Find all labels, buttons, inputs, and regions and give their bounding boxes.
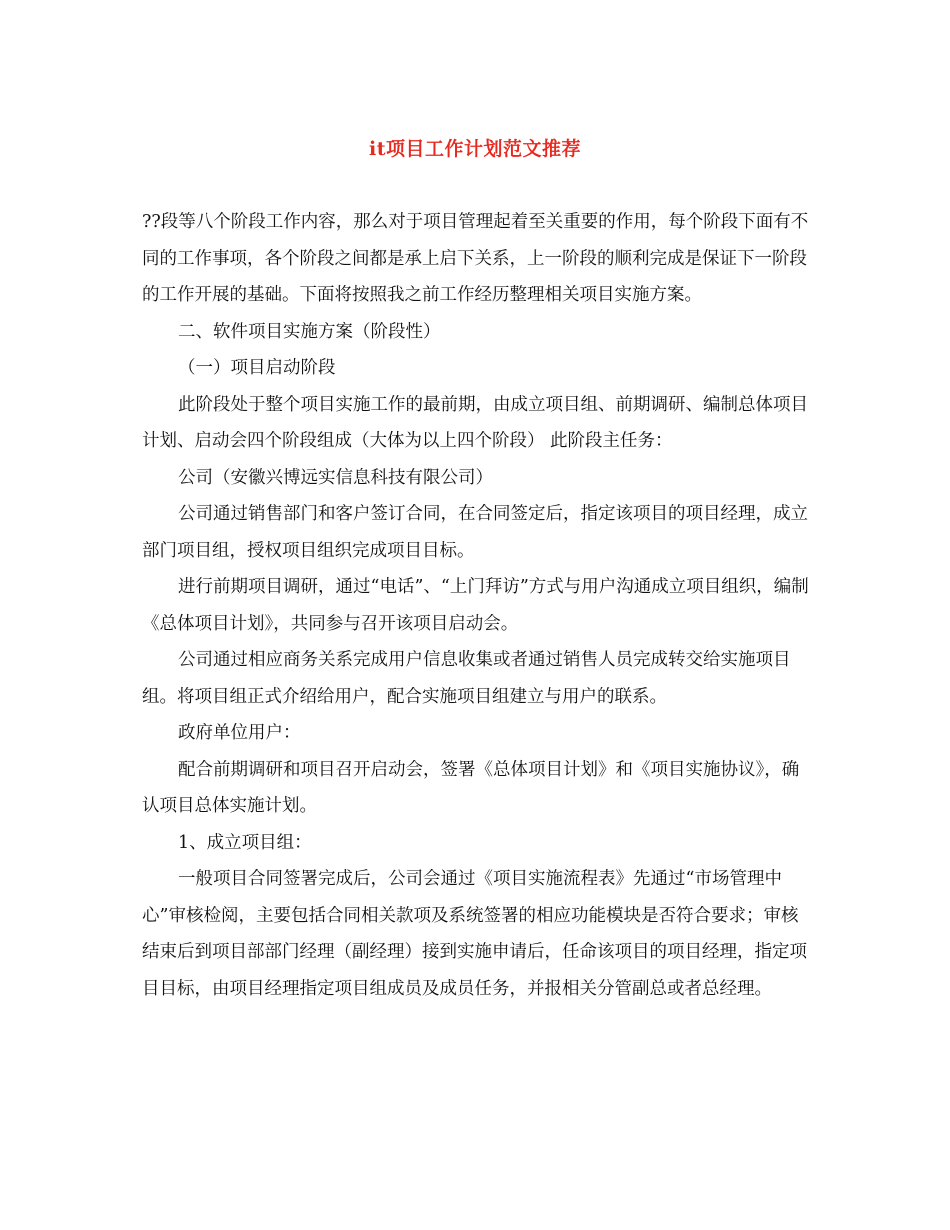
paragraph: 公司（安徽兴博远实信息科技有限公司） [178, 467, 493, 488]
paragraph: 进行前期项目调研，通过“电话”、“上门拜访”方式与用户沟通成立项目组织，编制《总体项目计划》，共同参与召开该项目启动会。 [142, 577, 809, 634]
paragraph: 配合前期调研和项目召开启动会，签署《总体项目计划》和《项目实施协议》，确认项目总体实施计划。 [142, 759, 800, 816]
document-title: it项目工作计划范文推荐 [369, 138, 581, 160]
subsection-heading: （一）项目启动阶段 [178, 358, 336, 378]
numbered-heading: 1、成立项目组： [178, 832, 312, 853]
paragraph: 公司通过相应商务关系完成用户信息收集或者通过销售人员完成转交给实施项目组。将项目组正式介绍给用户，配合实施项目组建立与用户的联系。 [142, 650, 791, 707]
paragraph-intro: ??段等八个阶段工作内容，那么对于项目管理起着至关重要的作用，每个阶段下面有不同的工作事项，各个阶段之间都是承上启下关系，上一阶段的顺利完成是保证下一阶段的工作开展的基础。下面将按照我之前工作经历整理相关项目实施方案。 [142, 212, 809, 305]
paragraph: 公司通过销售部门和客户签订合同，在合同签定后，指定该项目的项目经理，成立部门项目组，授权项目组织完成项目目标。 [142, 504, 808, 561]
section-heading: 二、软件项目实施方案（阶段性） [178, 321, 441, 342]
paragraph: 政府单位用户： [178, 723, 301, 743]
paragraph: 一般项目合同签署完成后，公司会通过《项目实施流程表》先通过“市场管理中心”审核检阅，主要包括合同相关款项及系统签署的相应功能模块是否符合要求；审核结束后到项目部部门经理（副经理）接到实施申请后，任命该项目的项目经理，指定项目目标，由项目经理指定项目组成员及成员任务，并报相关分管副总或者总经理。 [142, 869, 807, 999]
paragraph: 此阶段处于整个项目实施工作的最前期，由成立项目组、前期调研、编制总体项目计划、启动会四个阶段组成（大体为以上四个阶段） 此阶段主任务： [142, 394, 808, 451]
document-body [142, 204, 810, 1007]
